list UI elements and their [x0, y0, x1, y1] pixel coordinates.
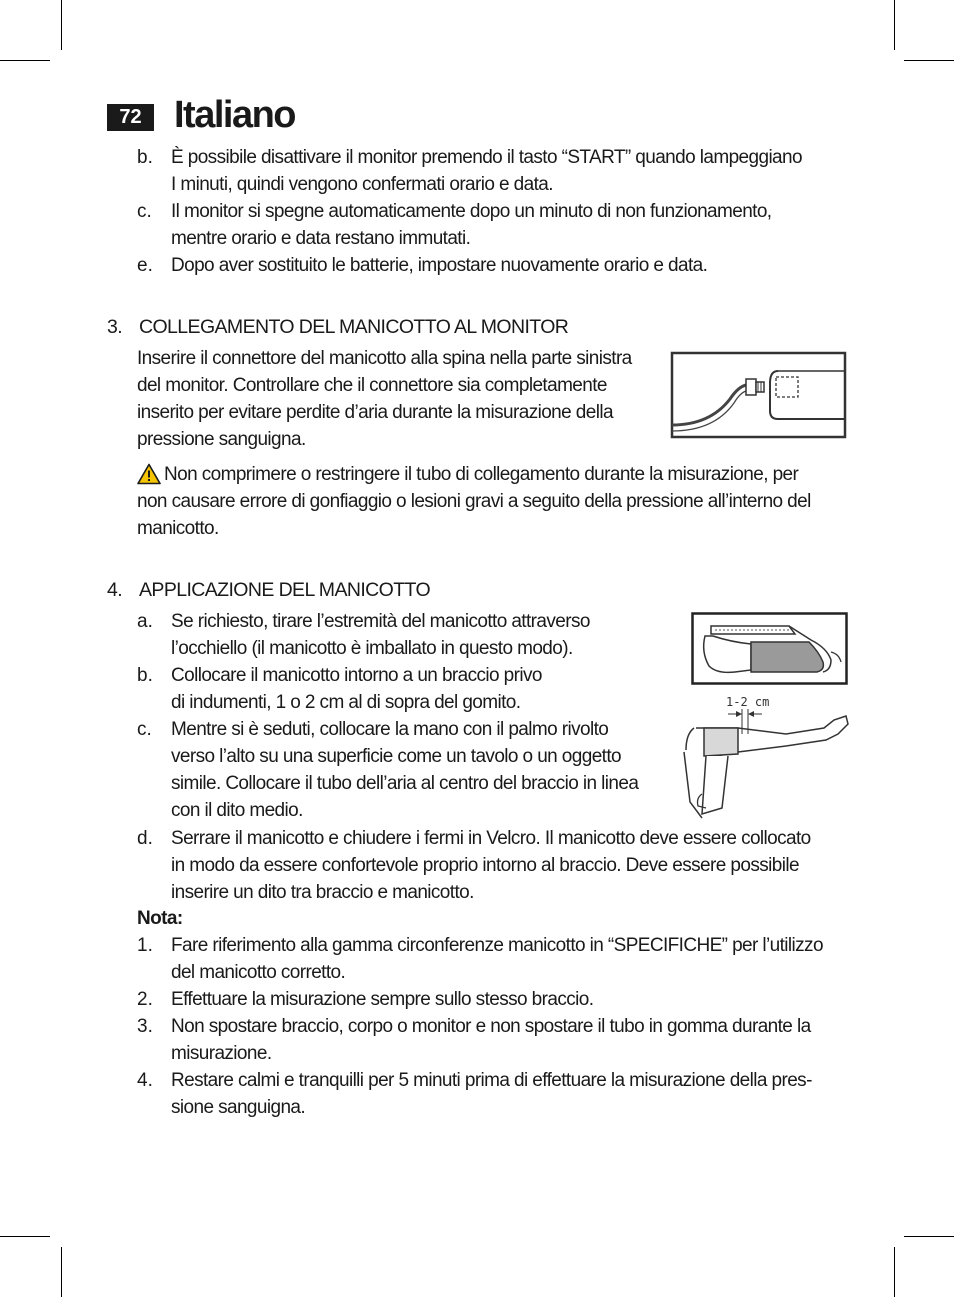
step-text: con il dito medio. [171, 800, 303, 821]
step-text: in modo da essere confortevole proprio intorno al braccio. Deve essere possibile [171, 855, 799, 876]
step-text: Collocare il manicotto intorno a un braccio privo [171, 665, 542, 686]
step-text: Se richiesto, tirare l’estremità del manicotto attraverso [171, 611, 590, 632]
note-marker: 3. [137, 1016, 153, 1037]
paragraph-line: inserito per evitare perdite d’aria durante la misurazione della [137, 402, 613, 423]
step-text: Serrare il manicotto e chiudere i fermi in Velcro. Il manicotto deve essere collocato [171, 828, 811, 849]
warning-triangle-icon [137, 463, 161, 485]
list-marker: c. [137, 201, 152, 222]
paragraph-line: del monitor. Controllare che il connettore sia completamente [137, 375, 607, 396]
note-text: Fare riferimento alla gamma circonferenze manicotto in “SPECIFICHE” per l’utilizzo [171, 935, 823, 956]
step-marker: b. [137, 665, 153, 686]
note-marker: 1. [137, 935, 153, 956]
section-heading: APPLICAZIONE DEL MANICOTTO [139, 579, 431, 601]
section-number: 4. [107, 579, 123, 601]
warning-text: manicotto. [137, 518, 219, 539]
list-item-text: Il monitor si spegne automaticamente dopo un minuto di non funzionamento, [171, 201, 772, 222]
page-number-badge: 72 [107, 104, 154, 131]
note-text: misurazione. [171, 1043, 272, 1064]
step-marker: c. [137, 719, 152, 740]
paragraph-line: pressione sanguigna. [137, 429, 306, 450]
note-text: Non spostare braccio, corpo o monitor e non spostare il tubo in gomma durante la [171, 1016, 811, 1037]
note-text: Restare calmi e tranquilli per 5 minuti prima di effettuare la misurazione della pres- [171, 1070, 812, 1091]
warning-text: Non comprimere o restringere il tubo di collegamento durante la misurazione, per [164, 464, 799, 485]
arm-cuff-placement-illustration [676, 694, 850, 826]
paragraph-line: Inserire il connettore del manicotto alla spina nella parte sinistra [137, 348, 632, 369]
step-text: di indumenti, 1 o 2 cm al di sopra del gomito. [171, 692, 521, 713]
cuff-connector-illustration [670, 351, 847, 439]
list-item-text: I minuti, quindi vengono confermati orario e data. [171, 174, 553, 195]
note-label: Nota: [137, 908, 183, 929]
list-item-text: È possibile disattivare il monitor premendo il tasto “START” quando lampeggiano [171, 147, 802, 168]
crop-mark [904, 60, 954, 61]
warning-text: non causare errore di gonfiaggio o lesioni gravi a seguito della pressione all’interno del [137, 491, 811, 512]
crop-mark [904, 1236, 954, 1237]
step-marker: a. [137, 611, 153, 632]
step-text: simile. Collocare il tubo dell’aria al centro del braccio in linea [171, 773, 639, 794]
step-text: l’occhiello (il manicotto è imballato in questo modo). [171, 638, 573, 659]
folded-cuff-illustration [691, 612, 848, 685]
step-text: Mentre si è seduti, collocare la mano con il palmo rivolto [171, 719, 609, 740]
crop-mark [894, 1247, 895, 1297]
note-text: del manicotto corretto. [171, 962, 346, 983]
note-marker: 4. [137, 1070, 153, 1091]
distance-label: 1-2 cm [726, 695, 770, 709]
section-number: 3. [107, 316, 123, 338]
crop-mark [0, 1236, 50, 1237]
crop-mark [0, 60, 50, 61]
note-text: Effettuare la misurazione sempre sullo stesso braccio. [171, 989, 594, 1010]
step-text: verso l’alto su una superficie come un tavolo o un oggetto [171, 746, 621, 767]
step-marker: d. [137, 828, 153, 849]
note-marker: 2. [137, 989, 153, 1010]
list-item-text: Dopo aver sostituito le batterie, impostare nuovamente orario e data. [171, 255, 708, 276]
list-marker: e. [137, 255, 153, 276]
list-marker: b. [137, 147, 153, 168]
step-text: inserire un dito tra braccio e manicotto. [171, 882, 474, 903]
crop-mark [61, 1247, 62, 1297]
note-text: sione sanguigna. [171, 1097, 306, 1118]
page-title: Italiano [174, 94, 296, 136]
list-item-text: mentre orario e data restano immutati. [171, 228, 471, 249]
crop-mark [894, 0, 895, 50]
section-heading: COLLEGAMENTO DEL MANICOTTO AL MONITOR [139, 316, 569, 338]
crop-mark [61, 0, 62, 50]
